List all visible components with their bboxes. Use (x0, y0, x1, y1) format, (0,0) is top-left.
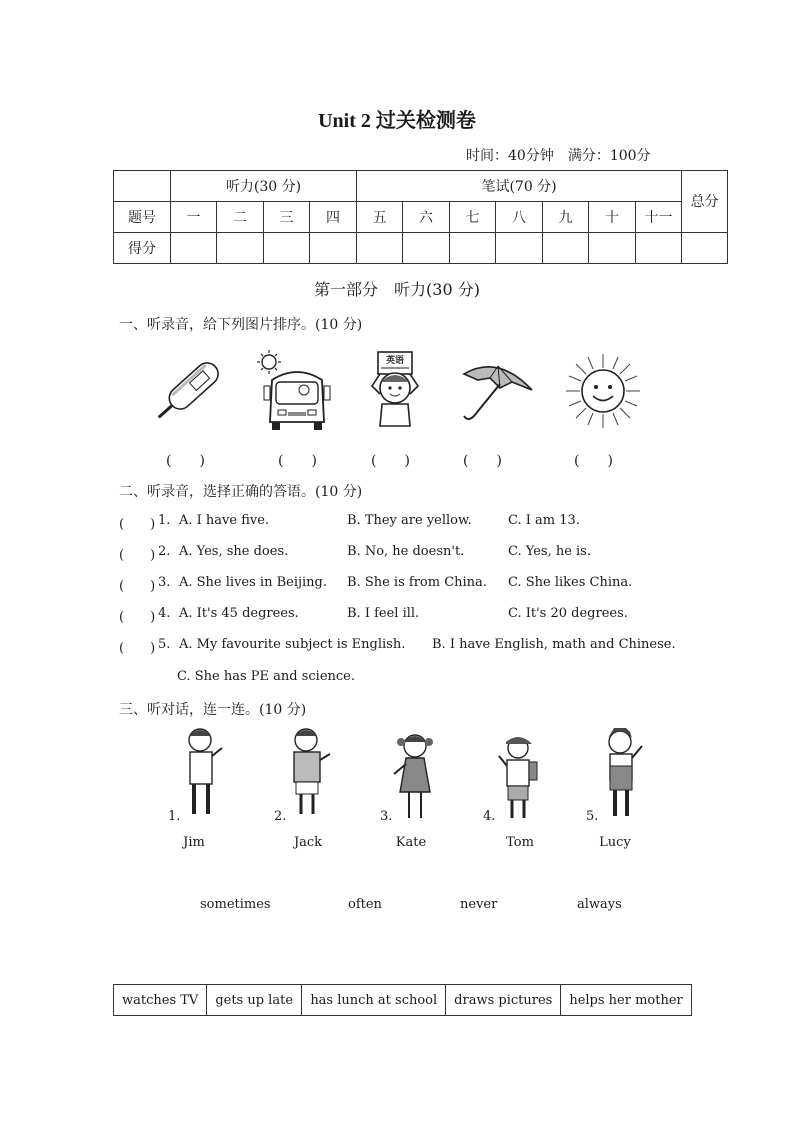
row-label-question-no: 题号 (114, 202, 171, 233)
girl-figure-icon (392, 732, 438, 824)
score-cell[interactable] (217, 233, 264, 264)
frequency-word[interactable]: always (577, 897, 622, 912)
question-number: 4. (158, 606, 171, 621)
activity-cell[interactable]: has lunch at school (302, 985, 446, 1016)
score-cell[interactable] (357, 233, 403, 264)
writing-header: 笔试(70 分) (357, 171, 682, 202)
bus-icon (254, 350, 340, 432)
question-number: 5. (158, 637, 171, 652)
score-cell[interactable] (171, 233, 217, 264)
row-label-score: 得分 (114, 233, 171, 264)
option-c: C. I am 13. (508, 513, 580, 528)
section-3-heading: 三、听对话，连一连。(10 分) (119, 702, 307, 718)
score-cell[interactable] (589, 233, 636, 264)
option-c: C. She likes China. (508, 575, 633, 590)
answer-blank[interactable]: ( ) (119, 517, 156, 532)
frequency-word[interactable]: sometimes (200, 897, 271, 912)
option-c: C. It's 20 degrees. (508, 606, 628, 621)
option-c: C. She has PE and science. (177, 669, 356, 684)
score-cell[interactable] (543, 233, 589, 264)
score-cell[interactable] (496, 233, 543, 264)
question-number: 1. (158, 513, 171, 528)
kid-name: Lucy (599, 835, 631, 850)
section-1-heading: 一、听录音，给下列图片排序。(10 分) (119, 317, 363, 333)
time-and-score-info: 时间：40分钟 满分：100分 (466, 148, 651, 164)
score-table-corner (114, 171, 171, 202)
option-a: A. It's 45 degrees. (179, 606, 299, 621)
question-number: 五 (357, 202, 403, 233)
kid-number: 4. (483, 809, 496, 824)
option-b: B. No, he doesn't. (347, 544, 465, 559)
score-cell[interactable] (403, 233, 450, 264)
answer-blank[interactable]: ( ) (119, 579, 156, 594)
girl-figure-icon (600, 726, 646, 822)
option-a: A. She lives in Beijing. (179, 575, 327, 590)
activity-cell[interactable]: draws pictures (446, 985, 561, 1016)
option-b: B. She is from China. (347, 575, 487, 590)
section-2-heading: 二、听录音，选择正确的答语。(10 分) (119, 484, 363, 500)
answer-blank[interactable]: ( ) (278, 453, 317, 469)
activity-cell[interactable]: watches TV (114, 985, 207, 1016)
question-number: 十一 (636, 202, 682, 233)
answer-blank[interactable]: ( ) (119, 548, 156, 563)
frequency-word[interactable]: often (348, 897, 382, 912)
answer-blank[interactable]: ( ) (166, 453, 205, 469)
question-number: 四 (310, 202, 357, 233)
total-header: 总分 (682, 171, 728, 233)
book-label: 英语 (385, 356, 405, 366)
option-b: B. They are yellow. (347, 513, 472, 528)
score-cell[interactable] (310, 233, 357, 264)
score-cell[interactable] (450, 233, 496, 264)
umbrella-icon (460, 360, 536, 424)
kid-number: 1. (168, 809, 181, 824)
kid-name: Jack (293, 835, 323, 850)
question-number: 3. (158, 575, 171, 590)
boy-with-english-book-icon (368, 350, 422, 432)
activity-cell[interactable]: helps her mother (561, 985, 691, 1016)
kid-number: 2. (274, 809, 287, 824)
question-number: 七 (450, 202, 496, 233)
boy-figure-icon (496, 732, 542, 824)
question-number: 九 (543, 202, 589, 233)
page-title: Unit 2 过关检测卷 (318, 110, 476, 132)
score-cell[interactable] (682, 233, 728, 264)
option-c: C. Yes, he is. (508, 544, 591, 559)
score-cell[interactable] (636, 233, 682, 264)
score-table (113, 170, 728, 264)
question-number: 2. (158, 544, 171, 559)
score-cell[interactable] (264, 233, 310, 264)
boy-figure-icon (286, 726, 332, 820)
kid-number: 3. (380, 809, 393, 824)
question-number: 八 (496, 202, 543, 233)
activity-cell[interactable]: gets up late (207, 985, 302, 1016)
kid-name: Jim (183, 835, 205, 850)
answer-blank[interactable]: ( ) (574, 453, 613, 469)
thermometer-icon (146, 352, 228, 432)
answer-blank[interactable]: ( ) (463, 453, 502, 469)
kid-name: Kate (395, 835, 427, 850)
question-number: 十 (589, 202, 636, 233)
question-number: 三 (264, 202, 310, 233)
listening-header: 听力(30 分) (171, 171, 357, 202)
option-a: A. Yes, she does. (179, 544, 289, 559)
question-number: 六 (403, 202, 450, 233)
option-b: B. I have English, math and Chinese. (432, 637, 676, 652)
frequency-word[interactable]: never (460, 897, 498, 912)
kid-number: 5. (586, 809, 599, 824)
answer-blank[interactable]: ( ) (119, 641, 156, 656)
kid-name: Tom (506, 835, 534, 850)
boy-figure-icon (180, 726, 226, 820)
part-one-title: 第一部分 听力(30 分) (314, 280, 480, 299)
option-a: A. I have five. (179, 513, 270, 528)
answer-blank[interactable]: ( ) (119, 610, 156, 625)
activities-table (113, 984, 692, 1016)
option-a: A. My favourite subject is English. (179, 637, 406, 652)
question-number: 二 (217, 202, 264, 233)
sun-icon (564, 352, 642, 430)
question-number: 一 (171, 202, 217, 233)
answer-blank[interactable]: ( ) (371, 453, 410, 469)
option-b: B. I feel ill. (347, 606, 420, 621)
